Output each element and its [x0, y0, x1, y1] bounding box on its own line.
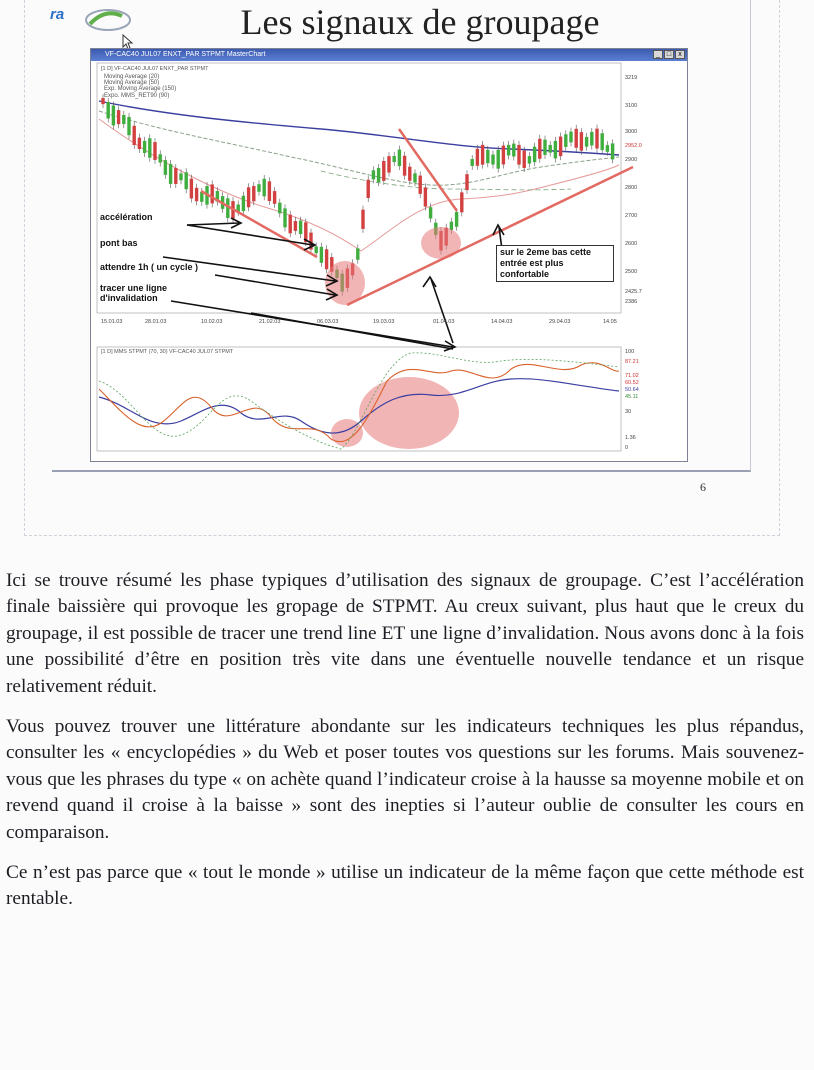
candle-body — [190, 179, 193, 199]
price-tick: 3000 — [625, 129, 638, 135]
candle-body — [549, 145, 552, 153]
candle-body — [538, 139, 541, 159]
candle-body — [133, 126, 136, 145]
candle-body — [429, 207, 432, 218]
candle-body — [325, 249, 328, 269]
candle-body — [268, 181, 271, 201]
candle-body — [497, 150, 500, 169]
candle-body — [590, 132, 593, 146]
annotation-acceleration: accélération — [100, 212, 153, 222]
candle-body — [460, 192, 463, 212]
candle-body — [517, 145, 520, 165]
candle-body — [559, 137, 562, 157]
candle-body — [107, 102, 110, 118]
candle-body — [164, 160, 167, 175]
maximize-button[interactable]: □ — [664, 50, 674, 59]
date-tick: 21.02.03 — [259, 319, 281, 325]
candle-body — [122, 115, 125, 124]
candle-body — [367, 180, 370, 198]
annotation-tracer-1: tracer une ligne — [100, 283, 168, 293]
candle-body — [211, 184, 214, 203]
chart-legend — [104, 74, 176, 99]
candle-body — [356, 248, 359, 259]
candle-body — [247, 187, 250, 207]
candle-body — [585, 137, 588, 147]
price-tick-current: 2952.0 — [625, 143, 642, 149]
candle-body — [242, 196, 245, 211]
candle-body — [138, 138, 141, 149]
candle-body — [153, 142, 156, 160]
candle-body — [315, 246, 318, 253]
indicator-tick: 0 — [625, 445, 629, 451]
candle-body — [278, 203, 281, 214]
candle-body — [481, 145, 484, 165]
candle-body — [413, 173, 416, 182]
candle-body — [601, 133, 604, 150]
candle-body — [387, 156, 390, 172]
indicator-axis — [625, 349, 639, 451]
legend-item: Moving Average (20) — [104, 74, 160, 80]
candle-body — [455, 212, 458, 227]
candle-body — [143, 141, 146, 153]
price-axis — [625, 75, 642, 305]
candle-body — [195, 188, 198, 201]
candle-body — [185, 172, 188, 189]
candle-body — [252, 186, 255, 201]
candle-body — [299, 221, 302, 234]
slide-title: Les signaux de groupage — [240, 2, 600, 42]
candle-body — [450, 222, 453, 230]
candle-body — [569, 132, 572, 143]
candle-body — [465, 174, 468, 190]
date-tick: 28.01.03 — [145, 319, 167, 325]
candle-body — [533, 147, 536, 162]
candle-body — [398, 150, 401, 166]
candle-body — [580, 132, 583, 151]
indicator-tick: 60.52 — [625, 380, 639, 386]
candle-body — [257, 184, 260, 192]
price-tick: 2600 — [625, 241, 638, 247]
price-tick: 3219 — [625, 75, 638, 81]
candle-body — [273, 191, 276, 204]
candle-body — [361, 210, 364, 229]
body-text — [6, 568, 804, 927]
candle-body — [491, 155, 494, 165]
candle-body — [575, 129, 578, 148]
candle-body — [148, 138, 151, 157]
page-number: 6 — [700, 480, 706, 494]
candle-body — [512, 144, 515, 157]
date-tick: 29.04.03 — [549, 319, 571, 325]
indicator-tick: 71.02 — [625, 373, 639, 379]
candle-body — [502, 146, 505, 165]
date-tick: 01.04.03 — [433, 319, 455, 325]
date-tick: 19.03.03 — [373, 319, 395, 325]
paragraph: Ce n’est pas parce que « tout le monde » utilise un indicateur de la même façon que cette méthode est rentable. — [6, 862, 804, 910]
candle-body — [507, 145, 510, 156]
price-tick: 2700 — [625, 213, 638, 219]
candle-body — [101, 98, 104, 104]
indicator-tick: 1.36 — [625, 435, 636, 441]
candle-body — [486, 150, 489, 163]
candle-body — [424, 187, 427, 206]
annotation-pont-bas: pont bas — [100, 238, 138, 248]
paragraph: Vous pouvez trouver une littérature abondante sur les indicateurs techniques les plus répandus, consulter les « encyclopédies » du Web et poser toutes vos questions sur les forums. Mais souvenez-vous que les phrases du type « on achète quand l’indicateur croise à la hausse sa moyenne mobile et on revend quand il croise à la baisse » sont des inepties si l’auteur oublie de consulter les cours en comparaison. — [6, 716, 804, 843]
candle-body — [112, 106, 115, 126]
candle-body — [471, 159, 474, 166]
chart-window-title: VF-CAC40 JUL07 ENXT_PAR STPMT MasterChart — [105, 51, 266, 58]
date-tick: 15.01.03 — [101, 319, 123, 325]
candle-body — [283, 208, 286, 227]
price-tick: 2900 — [625, 157, 638, 163]
price-tick: 2500 — [625, 269, 638, 275]
candle-body — [403, 156, 406, 176]
candle-body — [382, 161, 385, 181]
price-panel-header: [1 D] VF-CAC40 JUL07 ENXT_PAR STPMT — [101, 66, 209, 72]
annotation-tracer-2: d'invalidation — [100, 293, 158, 303]
date-tick: 14.04.03 — [491, 319, 513, 325]
candle-body — [476, 149, 479, 166]
price-tick: 2386 — [625, 299, 638, 305]
chart-window-titlebar — [91, 49, 687, 61]
candle-body — [528, 156, 531, 163]
highlight-ind-2 — [359, 377, 459, 449]
indicator-panel-header: [1 D] MMS STPMT (70, 30) VF-CAC40 JUL07 STPMT — [101, 349, 234, 355]
candle-body — [320, 247, 323, 263]
candle-body — [408, 167, 411, 181]
candle-body — [294, 221, 297, 231]
candle-body — [606, 145, 609, 152]
candle-body — [523, 151, 526, 168]
date-tick: 14.05 — [603, 319, 617, 325]
candle-body — [543, 140, 546, 155]
date-axis — [101, 319, 617, 325]
legend-item: Exp. Moving Average (150) — [104, 86, 177, 93]
indicator-tick: 45.11 — [625, 394, 639, 400]
legend-item: Moving Average (50) — [104, 80, 160, 87]
candle-body — [159, 154, 162, 162]
paragraph: Ici se trouve résumé les phase typiques d’utilisation des signaux de groupage. C’est l’accélération finale baissière qui provoque les gropage de STPMT. Au creux suivant, plus haut que le creux du groupage, il est possible de tracer une trend line ET une ligne d’invalidation. Nous avons donc à la fois une possibilité d’être en position très vite dans une éventuelle nouvelle tendance et un risque relativement réduit. — [6, 570, 804, 697]
legend-item: Expo. MMS_RET90 (90) — [104, 92, 170, 99]
candle-body — [127, 117, 130, 135]
annotation-second-low: sur le 2eme bas cette entrée est plus confortable — [496, 245, 614, 282]
candle-body — [611, 143, 614, 159]
candle-body — [263, 179, 266, 196]
indicator-tick: 50.64 — [625, 387, 639, 393]
candle-body — [117, 110, 120, 124]
price-tick: 3100 — [625, 103, 638, 109]
price-tick: 2800 — [625, 185, 638, 191]
candle-body — [174, 168, 177, 184]
candle-body — [179, 173, 182, 180]
candle-body — [419, 176, 422, 194]
price-tick: 2425.7 — [625, 289, 642, 295]
annotation-attendre: attendre 1h ( un cycle ) — [100, 262, 199, 272]
indicator-tick: 30 — [625, 409, 632, 415]
candle-body — [554, 141, 557, 158]
date-tick: 10.02.03 — [201, 319, 223, 325]
candle-body — [372, 170, 375, 179]
candle-body — [595, 129, 598, 149]
candle-body — [564, 134, 567, 147]
indicator-tick: 87.21 — [625, 359, 639, 365]
candle-body — [393, 156, 396, 162]
logo-text: ra — [50, 6, 65, 23]
date-tick: 06.03.03 — [317, 319, 339, 325]
candle-body — [289, 215, 292, 234]
minimize-button[interactable]: _ — [653, 50, 663, 59]
candle-body — [169, 164, 172, 184]
candle-body — [377, 168, 380, 182]
indicator-tick: 100 — [625, 349, 635, 355]
close-button[interactable]: x — [675, 50, 685, 59]
